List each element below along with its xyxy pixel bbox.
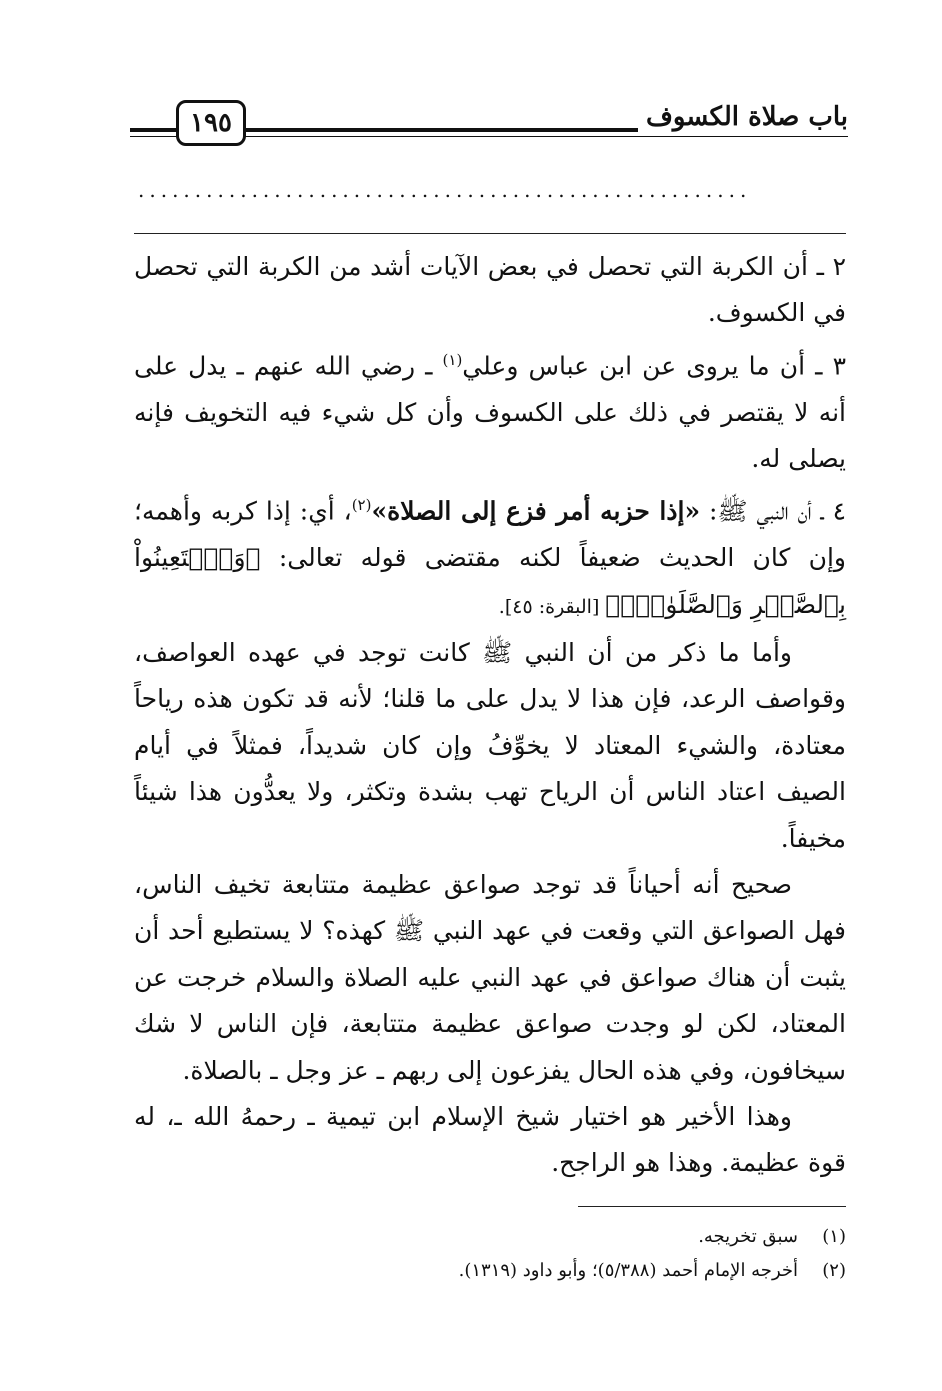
header-rule-left-thin bbox=[130, 136, 180, 137]
footnote-1-num: (١) bbox=[822, 1226, 846, 1247]
paragraph-4 bbox=[134, 482, 846, 630]
paragraph-4-text-a: ٤ ـ أن النبي ﷺ: bbox=[700, 496, 846, 526]
quran-verse: ﴿وَٱسۡتَعِينُواْ بِٱلصَّبۡرِ وَٱلصَّلَوٰةِۚ﴾ bbox=[134, 543, 846, 619]
footnote-ref-1: (١) bbox=[442, 350, 463, 369]
footnote-2-text: أخرجه الإمام أحمد (٥/٣٨٨)؛ وأبو داود (١٣١٩). bbox=[458, 1260, 798, 1281]
page-number: ١٩٥ bbox=[176, 100, 246, 146]
paragraph-5: وأما ما ذكر من أن النبي ﷺ كانت توجد في عهده العواصف، وقواصف الرعد، فإن هذا لا يدل على ما قلنا؛ لأنه قد تكون هذه رياحاً معتادة، والشيء المعتاد لا يخوِّفُ وإن كان شديداً، فمثلاً في أيام الصيف اعتاد الناس أن الرياح تهب بشدة وتكثر، ولا يعدُّون هذا شيئاً مخيفاً. bbox=[134, 637, 846, 853]
header-rule-right-thin bbox=[242, 136, 848, 137]
section-divider bbox=[134, 233, 846, 234]
paragraph-2 bbox=[134, 244, 846, 337]
paragraph-6: صحيح أنه أحياناً قد توجد صواعق عظيمة متتابعة تخيف الناس، فهل الصواعق التي وقعت في عهد النبي ﷺ كهذه؟ لا يستطيع أحد أن يثبت أن هناك صواعق في عهد النبي عليه الصلاة والسلام خرجت عن المعتاد، لكن لو وجدت صواعق عظيمة متتابعة، فإن الناس لا شك سيخافون، وفي هذه الحال يفزعون إلى ربهم ـ عز وجل ـ بالصلاة. bbox=[134, 869, 846, 1085]
chapter-title: باب صلاة الكسوف bbox=[638, 102, 848, 132]
footnote-2-num: (٢) bbox=[822, 1260, 846, 1281]
dotted-separator: ...................................................... bbox=[138, 178, 752, 202]
paragraph-3-text-a: ٣ ـ أن ما يروى عن ابن عباس وعلي bbox=[462, 351, 847, 381]
main-text bbox=[134, 244, 846, 1187]
footnote-1-text: سبق تخريجه. bbox=[698, 1226, 798, 1247]
header-rule-left bbox=[130, 128, 180, 132]
page-header bbox=[130, 92, 848, 152]
paragraph-2-text: ٢ ـ أن الكربة التي تحصل في بعض الآيات أشد من الكربة التي تحصل في الكسوف. bbox=[134, 252, 846, 328]
hadith-quote: «إذا حزبه أمر فزع إلى الصلاة» bbox=[371, 496, 701, 526]
footnote-ref-2: (٢) bbox=[351, 496, 372, 515]
paragraph-4-text-b: ، أي: إذا كربه وأهمه؛ وإن كان الحديث ضعيفاً لكنه مقتضى قوله تعالى: bbox=[134, 496, 846, 573]
paragraph-3-text-b: ـ رضي الله عنهم ـ يدل على أنه لا يقتصر في ذلك على الكسوف وأن كل شيء فيه التخويف فإنه يصلى له. bbox=[134, 351, 846, 473]
footnotes bbox=[134, 1220, 846, 1288]
footnote-rule bbox=[578, 1206, 846, 1207]
paragraph-7: وهذا الأخير هو اختيار شيخ الإسلام ابن تيمية ـ رحمهُ الله ـ، له قوة عظيمة. وهذا هو الراجح. bbox=[134, 1101, 846, 1178]
footnote-2 bbox=[134, 1254, 846, 1288]
footnote-1 bbox=[134, 1220, 846, 1254]
verse-citation: [البقرة: ٤٥]. bbox=[498, 595, 606, 618]
paragraph-3 bbox=[134, 337, 846, 483]
